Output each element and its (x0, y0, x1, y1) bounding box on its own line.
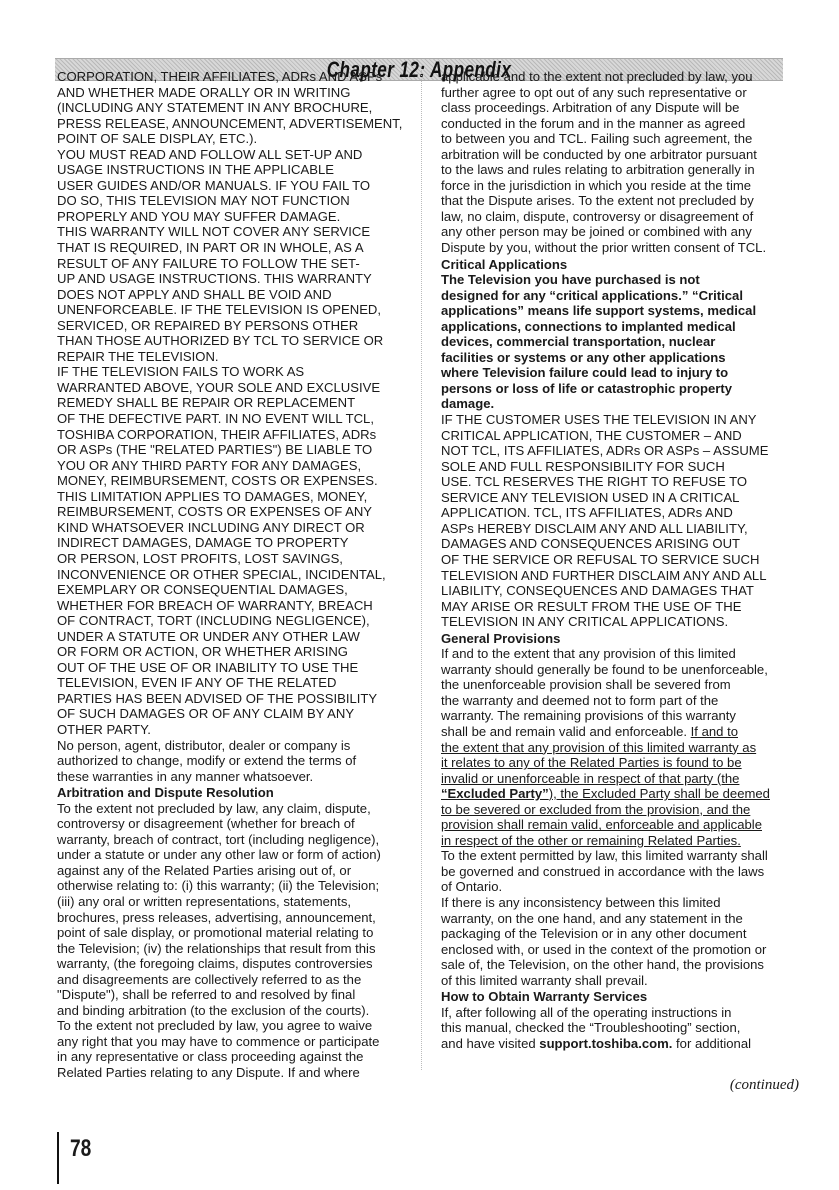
text-line: SERVICED, OR REPAIRED BY PERSONS OTHER (57, 317, 359, 333)
text-line: CORPORATION, THEIR AFFILIATES, ADRs AND ASPs (57, 69, 383, 84)
column-divider (421, 70, 422, 1070)
text-line: POINT OF SALE DISPLAY, ETC.). (57, 131, 258, 147)
text-segment: the extent that any provision of this limited warranty as (441, 739, 757, 755)
text-line: facilities or systems or any other applications (441, 349, 726, 365)
text-line: warranty should generally be found to be unenforceable, (441, 661, 768, 677)
section-heading: Arbitration and Dispute Resolution (57, 785, 274, 801)
text-line: PRESS RELEASE, ANNOUNCEMENT, ADVERTISEMENT, (57, 115, 403, 131)
text-line: No person, agent, distributor, dealer or company is (57, 737, 351, 753)
text-line: further agree to opt out of any such representative or (441, 84, 747, 100)
text-line: To the extent not precluded by law, you agree to waive (57, 1018, 373, 1034)
right-column (441, 69, 811, 1051)
text-line: OF CONTRACT, TORT (INCLUDING NEGLIGENCE), (57, 613, 370, 629)
paragraph (441, 412, 811, 630)
text-line: that the Dispute arises. To the extent not precluded by (441, 193, 754, 209)
text-segment: to be severed or excluded from the provision, and the (441, 801, 751, 817)
text-line: NOT TCL, ITS AFFILIATES, ADRs OR ASPs – ASSUME (441, 443, 769, 459)
text-line: IF THE CUSTOMER USES THE TELEVISION IN ANY (441, 412, 757, 428)
text-line: the warranty and deemed not to form part of the (441, 692, 719, 708)
text-line: warranty. The remaining provisions of this warranty (441, 708, 736, 724)
text-line: TELEVISION AND FURTHER DISCLAIM ANY AND ALL (441, 567, 767, 583)
text-line: THIS WARRANTY WILL NOT COVER ANY SERVICE (57, 224, 371, 240)
text-line: PARTIES HAS BEEN ADVISED OF THE POSSIBILITY (57, 690, 378, 706)
section-heading: General Provisions (441, 630, 561, 646)
text-line: arbitration will be conducted by one arbitrator pursuant (441, 146, 757, 162)
text-segment: and have visited (441, 1035, 540, 1051)
text-line (441, 802, 811, 818)
paragraph (441, 848, 811, 895)
section-heading: Critical Applications (441, 256, 568, 272)
text-line: OR PERSON, LOST PROFITS, LOST SAVINGS, (57, 550, 343, 566)
text-line: enclosed with, or used in the context of the promotion or (441, 941, 767, 957)
text-segment: ), the Excluded Party shall be deemed (548, 786, 770, 802)
text-segment: invalid or unenforceable in respect of that party (the (441, 770, 740, 786)
text-line (441, 755, 811, 771)
text-line: REPAIR THE TELEVISION. (57, 348, 219, 364)
text-line: any other person may be joined or combined with any (441, 224, 752, 240)
text-line: persons or loss of life or catastrophic property (441, 380, 733, 396)
paragraph (441, 69, 811, 256)
text-line: Dispute by you, without the prior written consent of TCL. (441, 240, 767, 256)
text-line: to the laws and rules relating to arbitration generally in (441, 162, 755, 178)
paragraph (57, 738, 417, 785)
paragraph (57, 69, 417, 147)
text-line (441, 740, 811, 756)
text-line: WARRANTED ABOVE, YOUR SOLE AND EXCLUSIVE (57, 379, 381, 395)
text-line: and disagreements are collectively referred to as the (57, 971, 362, 987)
text-segment: for additional (672, 1035, 752, 1051)
text-line: be governed and construed in accordance with the laws (441, 863, 765, 879)
text-line (441, 833, 811, 849)
text-line: AND WHETHER MADE ORALLY OR IN WRITING (57, 84, 351, 100)
text-segment: “Excluded Party” (441, 786, 549, 802)
text-line: DO SO, THIS TELEVISION MAY NOT FUNCTION (57, 193, 350, 209)
text-line: OF THE DEFECTIVE PART. IN NO EVENT WILL TCL, (57, 411, 374, 427)
text-line: OUT OF THE USE OF OR INABILITY TO USE THE (57, 659, 359, 675)
text-line: YOU OR ANY THIRD PARTY FOR ANY DAMAGES, (57, 457, 362, 473)
text-line (441, 817, 811, 833)
text-line (441, 786, 811, 802)
chapter-title: Chapter 12: Appendix (326, 57, 512, 82)
text-line: INDIRECT DAMAGES, DAMAGE TO PROPERTY (57, 535, 349, 551)
text-line: (INCLUDING ANY STATEMENT IN ANY BROCHURE, (57, 100, 373, 116)
text-line: against any of the Related Parties arising out of, or (57, 862, 352, 878)
text-line: To the extent not precluded by law, any claim, dispute, (57, 800, 371, 816)
text-line: PROPERLY AND YOU MAY SUFFER DAMAGE. (57, 208, 341, 224)
text-line: REIMBURSEMENT, COSTS OR EXPENSES OF ANY (57, 504, 373, 520)
page-number-bar (57, 1132, 59, 1184)
text-line: TELEVISION, EVEN IF ANY OF THE RELATED (57, 675, 337, 691)
text-segment: support.toshiba.com. (539, 1035, 673, 1051)
text-line: DOES NOT APPLY AND SHALL BE VOID AND (57, 286, 332, 302)
text-line: UNDER A STATUTE OR UNDER ANY OTHER LAW (57, 628, 360, 644)
paragraph (441, 631, 811, 849)
text-line: controversy or disagreement (whether for breach of (57, 816, 355, 832)
text-line: If there is any inconsistency between this limited (441, 894, 721, 910)
text-line: otherwise relating to: (i) this warranty; (ii) the Television; (57, 878, 380, 894)
text-line: USER GUIDES AND/OR MANUALS. IF YOU FAIL TO (57, 177, 371, 193)
text-line: and binding arbitration (to the exclusion of the courts). (57, 1002, 370, 1018)
text-line: MAY ARISE OR RESULT FROM THE USE OF THE (441, 598, 742, 614)
text-line: CRITICAL APPLICATION, THE CUSTOMER – AND (441, 427, 742, 443)
text-line: To the extent permitted by law, this limited warranty shall (441, 848, 768, 864)
text-line: these warranties in any manner whatsoever. (57, 768, 314, 784)
text-line: Related Parties relating to any Dispute. If and where (57, 1065, 360, 1080)
text-line: REMEDY SHALL BE REPAIR OR REPLACEMENT (57, 395, 356, 411)
text-line: of this limited warranty shall prevail. (441, 972, 648, 988)
text-line: warranty, on the one hand, and any statement in the (441, 910, 743, 926)
text-line: OR ASPs (THE "RELATED PARTIES") BE LIABLE TO (57, 442, 373, 458)
text-line: RESULT OF ANY FAILURE TO FOLLOW THE SET- (57, 255, 360, 271)
text-line: OF THE SERVICE OR REFUSAL TO SERVICE SUCH (441, 551, 760, 567)
text-line: UP AND USAGE INSTRUCTIONS. THIS WARRANTY (57, 271, 372, 287)
text-line: conducted in the forum and in the manner as agreed (441, 115, 746, 131)
text-line: OF SUCH DAMAGES OR OF ANY CLAIM BY ANY (57, 706, 355, 722)
text-line: packaging of the Television or in any other document (441, 926, 747, 942)
text-line: designed for any “critical applications.” “Critical (441, 287, 743, 303)
text-line: TOSHIBA CORPORATION, THEIR AFFILIATES, ADRs (57, 426, 377, 442)
text-line: where Television failure could lead to injury to (441, 365, 729, 381)
paragraph (57, 364, 417, 737)
left-column (57, 69, 417, 1081)
text-line: point of sale display, or promotional material relating to (57, 925, 374, 941)
text-segment: If and to (690, 723, 738, 739)
text-line: IF THE TELEVISION FAILS TO WORK AS (57, 364, 305, 380)
text-line: any right that you may have to commence or participate (57, 1033, 380, 1049)
text-line: (iii) any oral or written representations, statements, (57, 893, 352, 909)
text-segment: shall be and remain valid and enforceable. (441, 723, 691, 739)
text-line: ASPs HEREBY DISCLAIM ANY AND ALL LIABILITY, (441, 520, 748, 536)
text-segment: it relates to any of the Related Parties is found to be (441, 755, 742, 771)
text-line (441, 724, 811, 740)
text-line: YOU MUST READ AND FOLLOW ALL SET-UP AND (57, 146, 363, 162)
text-line (441, 771, 811, 787)
paragraph (57, 147, 417, 365)
text-line: warranty, (the foregoing claims, disputes controversies (57, 956, 373, 972)
text-line: If and to the extent that any provision of this limited (441, 646, 736, 662)
text-line: SOLE AND FULL RESPONSIBILITY FOR SUCH (441, 458, 725, 474)
text-segment: provision shall remain valid, enforceable and applicable (441, 817, 762, 833)
page-number: 78 (70, 1135, 92, 1162)
text-line: this manual, checked the “Troubleshooting” section, (441, 1020, 741, 1036)
text-line: in any representative or class proceeding against the (57, 1049, 364, 1065)
text-line: the unenforceable provision shall be severed from (441, 677, 731, 693)
text-line: UNENFORCEABLE. IF THE TELEVISION IS OPENED, (57, 302, 382, 318)
text-segment: in respect of the other or remaining Related Parties. (441, 832, 741, 848)
text-line: the Television; (iv) the relationships that result from this (57, 940, 376, 956)
text-line: of Ontario. (441, 879, 503, 895)
text-line: class proceedings. Arbitration of any Dispute will be (441, 100, 740, 116)
text-line: applications” means life support systems, medical (441, 303, 757, 319)
text-line: APPLICATION. TCL, ITS AFFILIATES, ADRs AND (441, 505, 733, 521)
text-line: USE. TCL RESERVES THE RIGHT TO REFUSE TO (441, 474, 748, 490)
text-line: "Dispute"), shall be referred to and resolved by final (57, 987, 356, 1003)
text-line: THIS LIMITATION APPLIES TO DAMAGES, MONEY, (57, 488, 368, 504)
text-line: TELEVISION IN ANY CRITICAL APPLICATIONS. (441, 614, 729, 630)
paragraph (441, 895, 811, 988)
text-line: sale of, the Television, on the other hand, the provisions (441, 957, 764, 973)
text-line (441, 1036, 811, 1052)
text-line: DAMAGES AND CONSEQUENCES ARISING OUT (441, 536, 741, 552)
text-line: applications, connections to implanted medical (441, 318, 736, 334)
text-line: force in the jurisdiction in which you reside at the time (441, 177, 752, 193)
text-line: The Television you have purchased is not (441, 272, 700, 288)
text-line: under a statute or under any other law or form of action) (57, 847, 381, 863)
text-line: damage. (441, 396, 495, 412)
text-line: law, no claim, dispute, controversy or disagreement of (441, 208, 754, 224)
text-line: INCONVENIENCE OR OTHER SPECIAL, INCIDENTAL, (57, 566, 386, 582)
text-line: LIABILITY, CONSEQUENCES AND DAMAGES THAT (441, 583, 754, 599)
text-line: OTHER PARTY. (57, 721, 151, 737)
text-line: If, after following all of the operating instructions in (441, 1004, 732, 1020)
text-line: OR FORM OR ACTION, OR WHETHER ARISING (57, 644, 348, 660)
text-line: SERVICE ANY TELEVISION USED IN A CRITICAL (441, 489, 740, 505)
paragraph (441, 257, 811, 412)
text-line: EXEMPLARY OR CONSEQUENTIAL DAMAGES, (57, 582, 348, 598)
paragraph (441, 989, 811, 1051)
section-heading: How to Obtain Warranty Services (441, 989, 648, 1005)
text-line: authorized to change, modify or extend the terms of (57, 753, 357, 769)
text-line: applicable and to the extent not precluded by law, you (441, 69, 753, 84)
paragraph (57, 785, 417, 1080)
text-line: brochures, press releases, advertising, announcement, (57, 909, 376, 925)
text-line: warranty, breach of contract, tort (including negligence), (57, 831, 380, 847)
text-line: USAGE INSTRUCTIONS IN THE APPLICABLE (57, 162, 334, 178)
continued-note: (continued) (729, 1077, 799, 1093)
text-line: KIND WHATSOEVER INCLUDING ANY DIRECT OR (57, 519, 365, 535)
text-line: THAT IS REQUIRED, IN PART OR IN WHOLE, AS A (57, 240, 364, 256)
text-line: THAN THOSE AUTHORIZED BY TCL TO SERVICE OR (57, 333, 384, 349)
text-line: devices, commercial transportation, nuclear (441, 334, 716, 350)
text-line: MONEY, REIMBURSEMENT, COSTS OR EXPENSES. (57, 473, 378, 489)
text-line: WHETHER FOR BREACH OF WARRANTY, BREACH (57, 597, 373, 613)
text-line: to between you and TCL. Failing such agreement, the (441, 131, 753, 147)
